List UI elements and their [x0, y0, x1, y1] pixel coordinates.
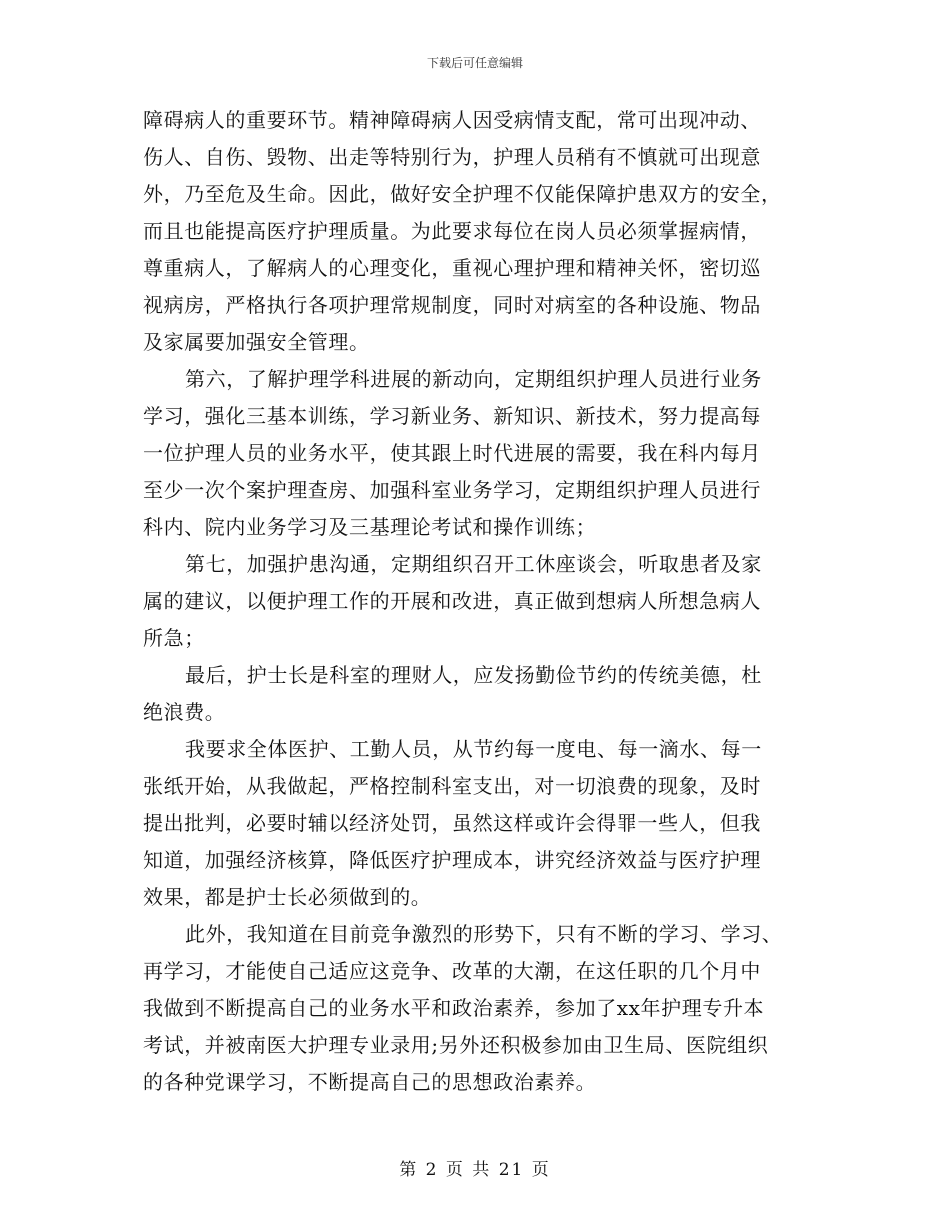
text-line: 第六，了解护理学科进展的新动向，定期组织护理人员进行业务	[185, 367, 762, 391]
text-line: 张纸开始，从我做起，严格控制科室支出，对一切浪费的现象，及时	[143, 774, 761, 798]
text-line: 而且也能提高医疗护理质量。为此要求每位在岗人员必须掌握病情，	[143, 219, 761, 243]
text-line: 外，乃至危及生命。因此，做好安全护理不仅能保障护患双方的安全，	[143, 182, 782, 206]
text-line: 的各种党课学习，不断提高自己的思想政治素养。	[143, 1070, 597, 1094]
text-line: 最后，护士长是科室的理财人，应发扬勤俭节约的传统美德，杜	[185, 663, 762, 687]
text-line: 效果，都是护士长必须做到的。	[143, 885, 432, 909]
text-line: 此外，我知道在目前竞争激烈的形势下，只有不断的学习、学习、	[185, 922, 783, 946]
text-line: 学习，强化三基本训练，学习新业务、新知识、新技术，努力提高每	[143, 404, 761, 428]
text-line: 及家属要加强安全管理。	[143, 330, 370, 354]
text-line: 知道，加强经济核算，降低医疗护理成本，讲究经济效益与医疗护理	[143, 848, 761, 872]
text-line: 我做到不断提高自己的业务水平和政治素养，参加了xx年护理专升本	[143, 996, 765, 1020]
document-body	[143, 102, 808, 1101]
text-line: 一位护理人员的业务水平，使其跟上时代进展的需要，我在科内每月	[143, 441, 761, 465]
text-line: 考试，并被南医大护理专业录用;另外还积极参加由卫生局、医院组织	[143, 1033, 769, 1057]
text-line: 伤人、自伤、毁物、出走等特别行为，护理人员稍有不慎就可出现意	[143, 145, 761, 169]
text-line: 我要求全体医护、工勤人员，从节约每一度电、每一滴水、每一	[185, 737, 762, 761]
text-line: 提出批判，必要时辅以经济处罚，虽然这样或许会得罪一些人，但我	[143, 811, 761, 835]
text-line: 再学习，才能使自己适应这竞争、改革的大潮，在这任职的几个月中	[143, 959, 761, 983]
text-line: 属的建议，以便护理工作的开展和改进，真正做到想病人所想急病人	[143, 589, 761, 613]
text-line: 至少一次个案护理查房、加强科室业务学习，定期组织护理人员进行	[143, 478, 761, 502]
text-line: 尊重病人，了解病人的心理变化，重视心理护理和精神关怀，密切巡	[143, 256, 761, 280]
page-header: 下载后可任意编辑	[426, 56, 523, 70]
text-line: 所急；	[143, 626, 205, 650]
text-line: 第七，加强护患沟通，定期组织召开工休座谈会，听取患者及家	[185, 552, 762, 576]
text-line: 视病房，严格执行各项护理常规制度，同时对病室的各种设施、物品	[143, 293, 761, 317]
text-line: 科内、院内业务学习及三基理论考试和操作训练；	[143, 515, 597, 539]
text-line: 绝浪费。	[143, 700, 226, 724]
page-number-footer: 第 2 页 共 21 页	[399, 1160, 551, 1180]
text-line: 障碍病人的重要环节。精神障碍病人因受病情支配，常可出现冲动、	[143, 108, 761, 132]
